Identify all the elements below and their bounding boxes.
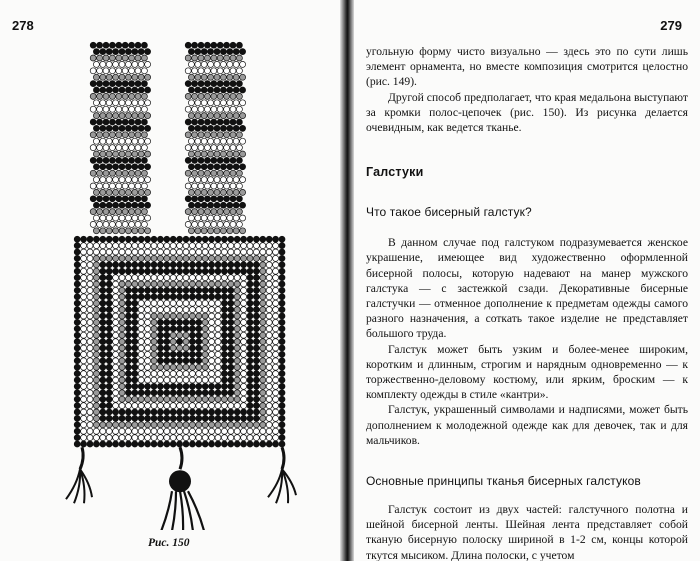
beaded-medallion-illustration-icon <box>60 40 300 530</box>
left-page <box>0 0 340 561</box>
body-paragraph-2: Галстук может быть узким и более-менее широким, коротким и длинным, строгим и нарядным одновременно — к торжественно-деловому костюму, или ярким, броским — к комплекту одежды в стиле «кантри». <box>366 342 688 402</box>
body-paragraph-4: Галстук состоит из двух частей: галстучного полотна и шейной бисерной ленты. Шейная лента представляет собой тканую бисерную полоску шириной в 1-2 см, концы которой ткутся мысиком. Длина полоски, с учетом <box>366 503 688 561</box>
book-gutter <box>340 0 354 561</box>
right-text-column <box>366 44 688 561</box>
section-heading: Галстуки <box>366 165 424 180</box>
intro-paragraph-1: угольную форму чисто визуально — здесь это по сути лишь элемент орнамента, но вместе композиция смотрится целостно (рис. 149). <box>366 45 688 89</box>
subheading-what-is: Что такое бисерный галстук? <box>366 205 532 220</box>
body-paragraph-1: В данном случае под галстуком подразумевается женское украшение, имеющее вид художественно оформленной бисерной полосы, которую надевают на манер мужского галстука — с застежкой сзади. Декоративные бисерные галстучки — отменное дополнение к предметам одежды самого разного назначения, а соткать такое изделие не представляет большого труда. <box>366 236 688 341</box>
body-paragraph-3: Галстук, украшенный символами и надписями, может быть дополнением к молодежной одежде как для девочек, так и для мальчиков. <box>366 403 688 447</box>
beaded-medallion-figure <box>60 40 300 530</box>
figure-caption: Рис. 150 <box>148 537 190 549</box>
intro-paragraph-2: Другой способ предполагает, что края медальона выступают за кромки полос-цепочек (рис. 150). Из рисунка делается очевидным, как ведется тканье. <box>366 90 688 135</box>
right-page-number: 279 <box>660 18 682 33</box>
right-page <box>354 0 700 561</box>
left-page-number: 278 <box>12 18 34 33</box>
subheading-principles: Основные принципы тканья бисерных галстуков <box>366 474 641 489</box>
bead-pattern <box>66 42 296 530</box>
